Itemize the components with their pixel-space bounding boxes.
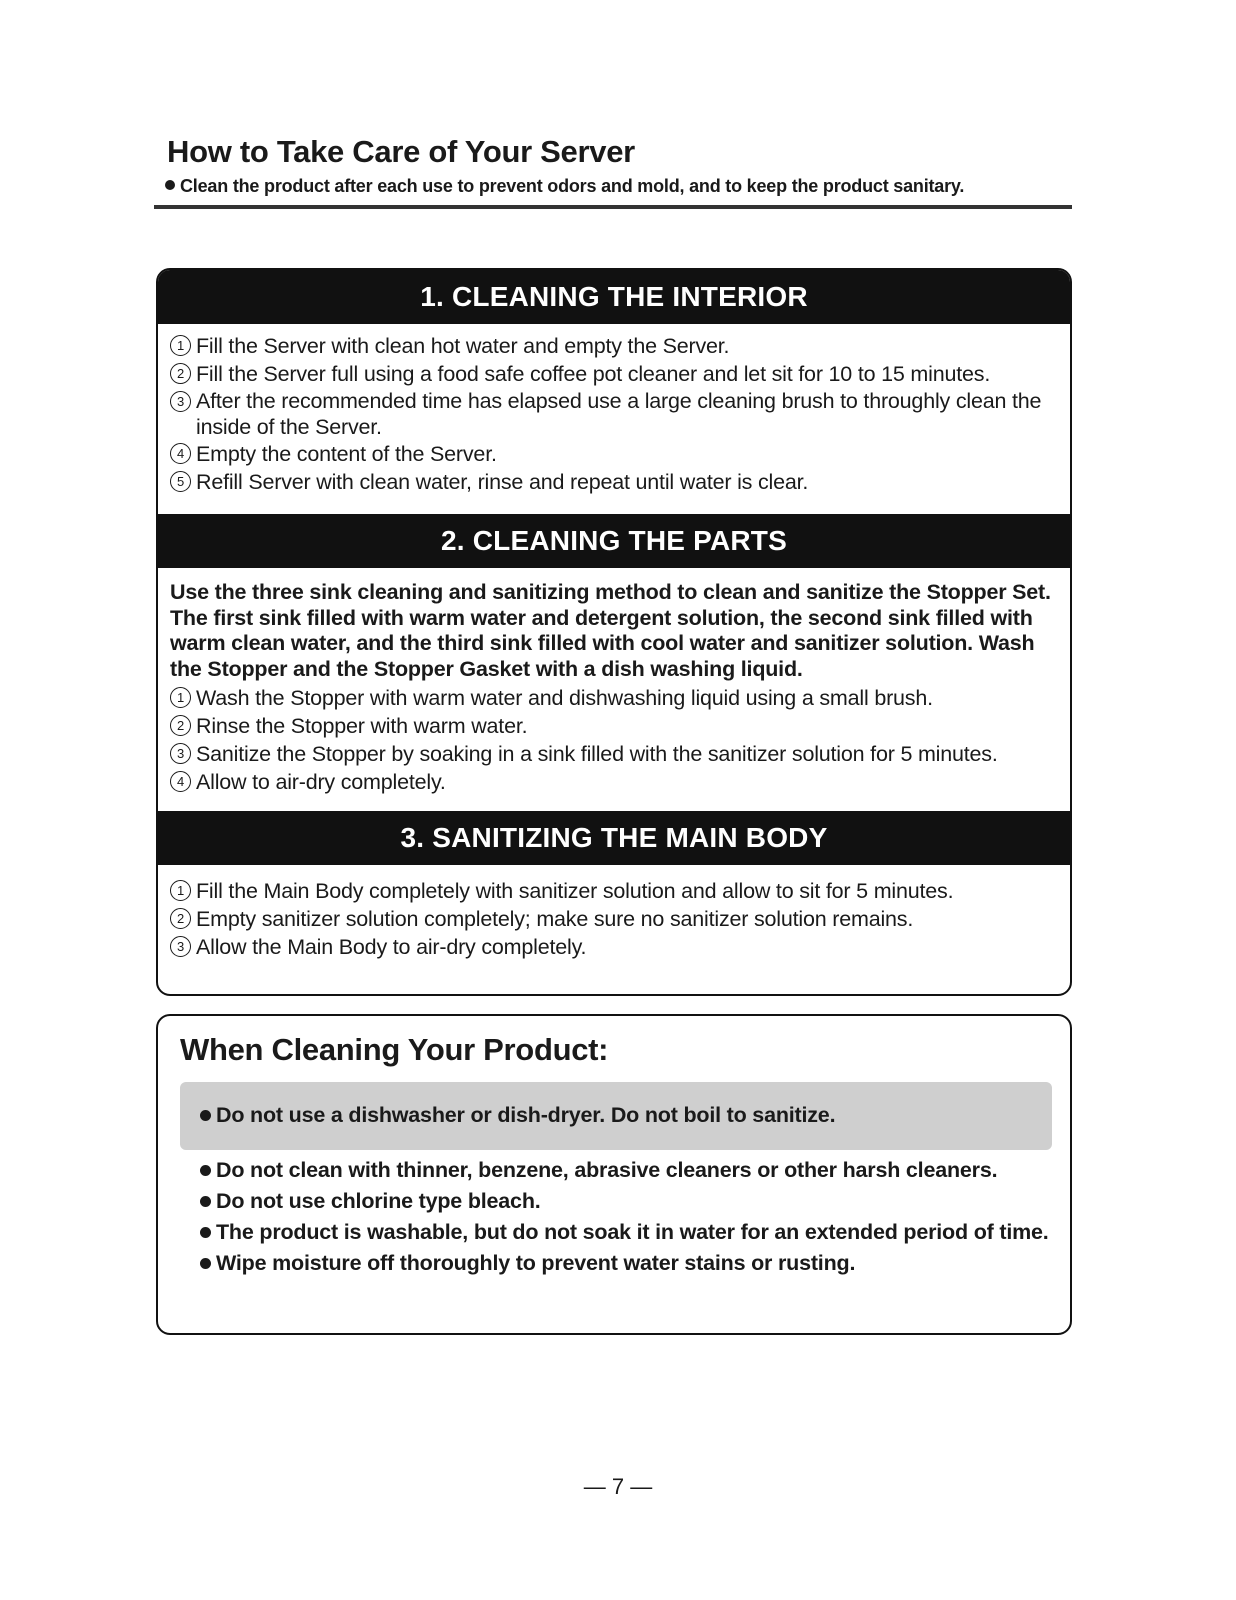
step-text: Fill the Server full using a food safe coffee pot cleaner and let sit for 10 to 15 minutes. bbox=[196, 362, 991, 386]
step-text: Fill the Main Body completely with sanitizer solution and allow to sit for 5 minutes. bbox=[196, 879, 954, 903]
step-number-icon: 1 bbox=[170, 335, 191, 356]
note-text: Wipe moisture off thoroughly to prevent water stains or rusting. bbox=[216, 1251, 856, 1275]
care-instructions-box bbox=[156, 268, 1072, 996]
step-item bbox=[170, 360, 1060, 388]
step-number-icon: 2 bbox=[170, 363, 191, 384]
bullet-icon bbox=[200, 1227, 211, 1238]
section-header-cleaning-parts: 2. CLEANING THE PARTS bbox=[158, 514, 1070, 568]
bullet-icon bbox=[165, 180, 175, 190]
notes-title: When Cleaning Your Product: bbox=[180, 1032, 609, 1067]
step-number-icon: 4 bbox=[170, 771, 191, 792]
step-item bbox=[170, 740, 1060, 768]
step-number-icon: 2 bbox=[170, 715, 191, 736]
note-item bbox=[200, 1250, 1050, 1276]
note-text: Do not use a dishwasher or dish-dryer. Do not boil to sanitize. bbox=[216, 1103, 836, 1127]
step-text: Wash the Stopper with warm water and dishwashing liquid using a small brush. bbox=[196, 686, 933, 710]
step-number-icon: 5 bbox=[170, 471, 191, 492]
step-item bbox=[170, 905, 1060, 933]
bullet-icon bbox=[200, 1110, 211, 1121]
step-text: Sanitize the Stopper by soaking in a sink filled with the sanitizer solution for 5 minutes. bbox=[196, 742, 998, 766]
section-body-cleaning-parts bbox=[170, 580, 1060, 796]
step-item bbox=[170, 768, 1060, 796]
step-number-icon: 1 bbox=[170, 880, 191, 901]
bullet-icon bbox=[200, 1196, 211, 1207]
section-intro: Use the three sink cleaning and sanitizing method to clean and sanitize the Stopper Set. The first sink filled with warm water and detergent solution, the second sink filled with warm clean water, and the third sink filled with cool water and sanitizer solution. Wash the Stopper and the Stopper Gasket with a dish washing liquid. bbox=[170, 580, 1051, 681]
step-item bbox=[170, 388, 1060, 440]
step-text: Allow the Main Body to air-dry completely. bbox=[196, 935, 587, 959]
step-text: Empty the content of the Server. bbox=[196, 442, 497, 466]
subtitle-text: Clean the product after each use to prevent odors and mold, and to keep the product sanitary. bbox=[180, 176, 965, 196]
step-item bbox=[170, 712, 1060, 740]
section-body-cleaning-interior bbox=[170, 332, 1060, 496]
note-text: Do not use chlorine type bleach. bbox=[216, 1189, 541, 1213]
page-title: How to Take Care of Your Server bbox=[167, 134, 635, 169]
note-item bbox=[200, 1102, 1052, 1128]
section-body-sanitizing-main-body bbox=[170, 877, 1060, 961]
step-item bbox=[170, 332, 1060, 360]
step-number-icon: 4 bbox=[170, 443, 191, 464]
step-text: After the recommended time has elapsed use a large cleaning brush to throughly clean the inside of the Server. bbox=[196, 389, 1042, 439]
step-number-icon: 3 bbox=[170, 936, 191, 957]
step-text: Fill the Server with clean hot water and empty the Server. bbox=[196, 334, 730, 358]
step-text: Refill Server with clean water, rinse and repeat until water is clear. bbox=[196, 470, 809, 494]
note-text: Do not clean with thinner, benzene, abrasive cleaners or other harsh cleaners. bbox=[216, 1158, 998, 1182]
step-number-icon: 1 bbox=[170, 687, 191, 708]
step-text: Empty sanitizer solution completely; make sure no sanitizer solution remains. bbox=[196, 907, 914, 931]
section-header-sanitizing-main-body: 3. SANITIZING THE MAIN BODY bbox=[158, 811, 1070, 865]
bullet-icon bbox=[200, 1165, 211, 1176]
cleaning-notes-box bbox=[156, 1014, 1072, 1335]
note-item bbox=[200, 1188, 1050, 1214]
step-number-icon: 3 bbox=[170, 391, 191, 412]
section-header-cleaning-interior: 1. CLEANING THE INTERIOR bbox=[158, 270, 1070, 324]
step-item bbox=[170, 468, 1060, 496]
step-text: Allow to air-dry completely. bbox=[196, 770, 446, 794]
step-item bbox=[170, 440, 1060, 468]
note-text: The product is washable, but do not soak it in water for an extended period of time. bbox=[216, 1220, 1049, 1244]
step-item bbox=[170, 933, 1060, 961]
bullet-icon bbox=[200, 1258, 211, 1269]
notes-list bbox=[200, 1157, 1050, 1281]
step-number-icon: 3 bbox=[170, 743, 191, 764]
note-item bbox=[200, 1219, 1050, 1245]
notes-highlight-box bbox=[180, 1082, 1052, 1150]
step-item bbox=[170, 684, 1060, 712]
step-text: Rinse the Stopper with warm water. bbox=[196, 714, 528, 738]
title-divider bbox=[154, 205, 1072, 209]
step-item bbox=[170, 877, 1060, 905]
page-number: — 7 — bbox=[583, 1474, 653, 1499]
step-number-icon: 2 bbox=[170, 908, 191, 929]
note-item bbox=[200, 1157, 1050, 1183]
page-subtitle bbox=[165, 176, 964, 197]
